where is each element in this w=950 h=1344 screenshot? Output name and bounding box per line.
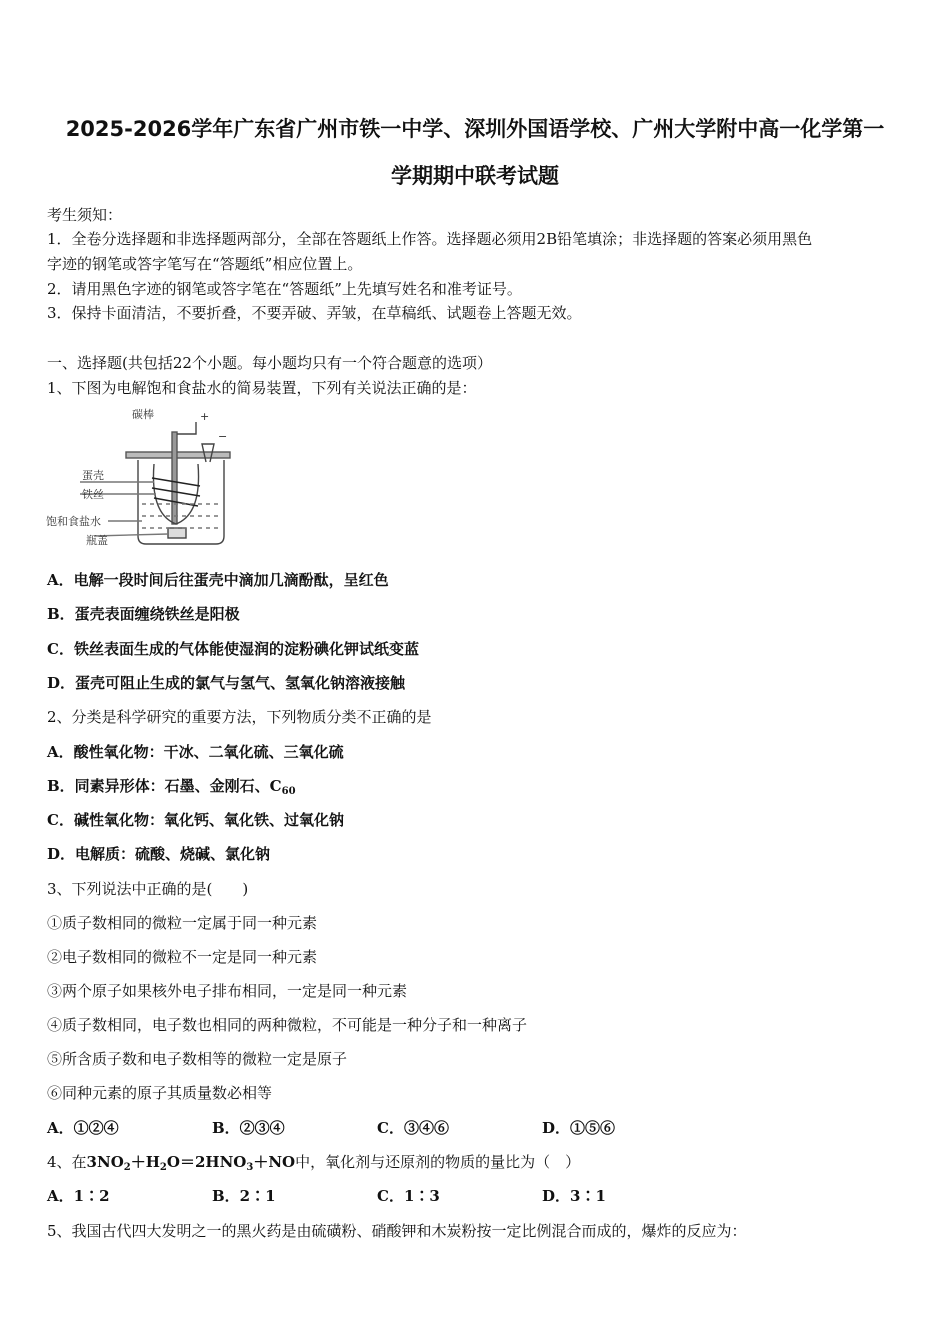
notice-item-2: 2．请用黑色字迹的钢笔或答字笔在“答题纸”上先填写姓名和准考证号。	[47, 280, 522, 298]
brine-level	[142, 504, 220, 528]
q4-stem	[47, 1151, 580, 1173]
lid-plate	[126, 452, 230, 458]
q4-prefix: 4、在	[47, 1153, 87, 1171]
q3-statement-3: ③两个原子如果核外电子排布相同，一定是同一种元素	[47, 982, 408, 1000]
q3-option-d: D．①⑤⑥	[542, 1119, 616, 1137]
q4-rest: 中，氧化剂与还原剂的物质的量比为（ ）	[295, 1153, 581, 1171]
label-carbon-rod: 碳棒	[132, 408, 154, 421]
section-heading: 一、选择题(共包括22个小题。每小题均只有一个符合题意的选项）	[47, 354, 492, 372]
notice-item-1a: 1．全卷分选择题和非选择题两部分，全部在答题纸上作答。选择题必须用2B铅笔填涂；非选择题的答案必须用黑色	[47, 230, 813, 248]
carbon-rod	[172, 432, 177, 524]
q4-eq-sub-1: 2	[123, 1162, 131, 1173]
iron-wire	[152, 478, 200, 506]
q3-statement-1: ①质子数相同的微粒一定属于同一种元素	[47, 914, 318, 932]
q1-option-a: A．电解一段时间后往蛋壳中滴加几滴酚酞，呈红色	[47, 571, 389, 589]
q2-option-d: D．电解质：硫酸、烧碱、氯化钠	[47, 845, 271, 863]
q4-option-d: D．3∶1	[542, 1187, 606, 1205]
bottle-cap-shape	[168, 528, 186, 538]
label-plus: +	[200, 410, 210, 423]
q1-option-d: D．蛋壳可阻止生成的氯气与氢气、氢氧化钠溶液接触	[47, 674, 406, 692]
q3-statement-4: ④质子数相同，电子数也相同的两种微粒，不可能是一种分子和一种离子	[47, 1016, 528, 1034]
q5-stem: 5、我国古代四大发明之一的黑火药是由硫磺粉、硝酸钾和木炭粉按一定比例混合而成的，爆炸的反应为：	[47, 1222, 747, 1240]
notice-item-1b: 字迹的钢笔或答字笔写在“答题纸”相应位置上。	[47, 255, 363, 273]
q4-option-a: A．1∶2	[47, 1187, 110, 1205]
notice-item-3: 3．保持卡面清洁，不要折叠，不要弄破、弄皱，在草稿纸、试题卷上答题无效。	[47, 304, 582, 322]
label-eggshell: 蛋壳	[82, 469, 104, 482]
q3-statement-5: ⑤所含质子数和电子数相等的微粒一定是原子	[47, 1050, 348, 1068]
q1-stem: 1、下图为电解饱和食盐水的简易装置，下列有关说法正确的是：	[47, 379, 477, 397]
q4-option-b: B．2∶1	[212, 1187, 276, 1205]
q1-option-b: B．蛋壳表面缠绕铁丝是阳极	[47, 605, 240, 623]
label-bottle-cap: 瓶盖	[86, 534, 108, 547]
q2-stem: 2、分类是科学研究的重要方法，下列物质分类不正确的是	[47, 708, 432, 726]
exam-title-line-2: 学期期中联考试题	[391, 164, 559, 188]
label-iron-wire: 铁丝	[82, 488, 104, 501]
q4-eq-part-2: ＋H	[130, 1153, 160, 1171]
q3-option-b: B．②③④	[212, 1119, 285, 1137]
label-brine: 饱和食盐水	[46, 515, 101, 528]
q4-eq-part-3: O＝2HNO	[166, 1153, 247, 1171]
label-minus: −	[218, 430, 228, 443]
q3-stem: 3、下列说法中正确的是( )	[47, 880, 249, 898]
q3-statement-6: ⑥同种元素的原子其质量数必相等	[47, 1084, 273, 1102]
q3-statement-2: ②电子数相同的微粒不一定是同一种元素	[47, 948, 318, 966]
q2-option-a: A．酸性氧化物：干冰、二氧化硫、三氧化硫	[47, 743, 344, 761]
q4-eq-sub-2: 2	[159, 1162, 167, 1173]
q1-option-c: C．铁丝表面生成的气体能使湿润的淀粉碘化钾试纸变蓝	[47, 640, 419, 658]
q2-option-c: C．碱性氧化物：氧化钙、氧化铁、过氧化钠	[47, 811, 344, 829]
positive-wire	[177, 422, 196, 434]
q4-equation	[87, 1153, 296, 1171]
q4-option-c: C．1∶3	[377, 1187, 440, 1205]
q2-option-b-text: B．同素异形体：石墨、金刚石、C	[47, 777, 282, 795]
q2-option-b	[47, 775, 296, 797]
q2-option-b-subscript: 60	[281, 786, 296, 797]
electrolysis-apparatus-figure	[46, 404, 236, 550]
notice-heading: 考生须知：	[47, 206, 123, 224]
q3-option-a: A．①②④	[47, 1119, 119, 1137]
q3-option-c: C．③④⑥	[377, 1119, 449, 1137]
q4-eq-sub-3: 3	[246, 1162, 254, 1173]
q4-eq-part-4: ＋NO	[253, 1153, 296, 1171]
q4-eq-part-1: 3NO	[86, 1153, 124, 1171]
exam-title-line-1: 2025-2026学年广东省广州市铁一中学、深圳外国语学校、广州大学附中高一化学第一	[65, 117, 885, 141]
